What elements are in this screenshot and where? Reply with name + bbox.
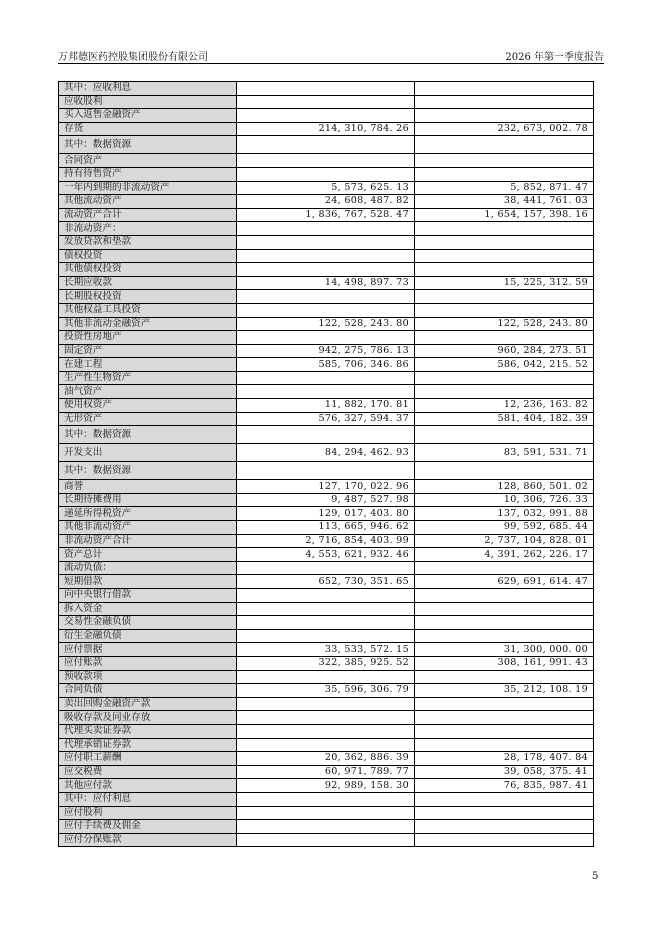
current-period-value: 9, 487, 527. 98 <box>237 493 415 507</box>
current-period-value: 942, 275, 786. 13 <box>237 344 415 358</box>
current-period-value: 84, 294, 462. 93 <box>237 444 415 462</box>
prior-period-value: 28, 178, 407. 84 <box>415 752 594 766</box>
table-row <box>59 426 594 444</box>
row-label: 商誉 <box>59 480 237 494</box>
row-label: 向中央银行借款 <box>59 589 237 603</box>
table-row <box>59 195 594 209</box>
table-row <box>59 765 594 779</box>
prior-period-value: 15, 225, 312. 59 <box>415 276 594 290</box>
current-period-value <box>237 629 415 643</box>
row-label: 代理买卖证券款 <box>59 724 237 738</box>
row-label: 应付股利 <box>59 806 237 820</box>
table-row <box>59 371 594 385</box>
row-label: 其他债权投资 <box>59 263 237 277</box>
row-label: 其中：应付利息 <box>59 792 237 806</box>
table-row <box>59 697 594 711</box>
prior-period-value <box>415 792 594 806</box>
table-row <box>59 399 594 413</box>
prior-period-value <box>415 385 594 399</box>
row-label: 其中：数据资源 <box>59 136 237 154</box>
row-label: 长期应收款 <box>59 276 237 290</box>
current-period-value: 60, 971, 789. 77 <box>237 765 415 779</box>
row-label: 递延所得税资产 <box>59 507 237 521</box>
current-period-value: 2, 716, 854, 403. 99 <box>237 534 415 548</box>
table-row <box>59 820 594 834</box>
prior-period-value: 122, 528, 243. 80 <box>415 317 594 331</box>
table-row <box>59 643 594 657</box>
row-label: 存货 <box>59 122 237 136</box>
prior-period-value <box>415 303 594 317</box>
table-row <box>59 548 594 562</box>
current-period-value <box>237 109 415 123</box>
prior-period-value: 83, 591, 531. 71 <box>415 444 594 462</box>
table-row <box>59 616 594 630</box>
prior-period-value: 960, 284, 273. 51 <box>415 344 594 358</box>
table-row <box>59 629 594 643</box>
prior-period-value <box>415 249 594 263</box>
prior-period-value <box>415 371 594 385</box>
table-row <box>59 208 594 222</box>
prior-period-value <box>415 589 594 603</box>
row-label: 其中：数据资源 <box>59 426 237 444</box>
prior-period-value: 308, 161, 991. 43 <box>415 656 594 670</box>
prior-period-value: 10, 306, 726. 33 <box>415 493 594 507</box>
report-title: 2026 年第一季度报告 <box>505 52 604 63</box>
prior-period-value <box>415 167 594 181</box>
prior-period-value <box>415 290 594 304</box>
prior-period-value <box>415 462 594 480</box>
row-label: 非流动资产合计 <box>59 534 237 548</box>
prior-period-value <box>415 806 594 820</box>
prior-period-value: 5, 852, 871. 47 <box>415 181 594 195</box>
prior-period-value: 38, 441, 761. 03 <box>415 195 594 209</box>
row-label: 代理承销证券款 <box>59 738 237 752</box>
row-label: 其中：应收利息 <box>59 82 237 96</box>
table-row <box>59 444 594 462</box>
current-period-value <box>237 371 415 385</box>
current-period-value <box>237 303 415 317</box>
table-row <box>59 656 594 670</box>
table-row <box>59 303 594 317</box>
prior-period-value <box>415 670 594 684</box>
row-label: 应付票据 <box>59 643 237 657</box>
row-label: 无形资产 <box>59 412 237 426</box>
table-row <box>59 317 594 331</box>
current-period-value <box>237 154 415 168</box>
prior-period-value <box>415 235 594 249</box>
table-row <box>59 480 594 494</box>
prior-period-value: 35, 212, 108. 19 <box>415 684 594 698</box>
current-period-value <box>237 462 415 480</box>
row-label: 应付分保账款 <box>59 833 237 847</box>
current-period-value: 585, 706, 346. 86 <box>237 358 415 372</box>
current-period-value: 24, 608, 487. 82 <box>237 195 415 209</box>
current-period-value <box>237 263 415 277</box>
prior-period-value <box>415 697 594 711</box>
prior-period-value: 1, 654, 157, 398. 16 <box>415 208 594 222</box>
current-period-value <box>237 697 415 711</box>
current-period-value: 652, 730, 351. 65 <box>237 575 415 589</box>
row-label: 一年内到期的非流动资产 <box>59 181 237 195</box>
table-row <box>59 602 594 616</box>
row-label: 使用权资产 <box>59 399 237 413</box>
row-label: 在建工程 <box>59 358 237 372</box>
prior-period-value <box>415 331 594 345</box>
current-period-value <box>237 290 415 304</box>
current-period-value <box>237 670 415 684</box>
prior-period-value <box>415 426 594 444</box>
row-label: 其他权益工具投资 <box>59 303 237 317</box>
row-label: 投资性房地产 <box>59 331 237 345</box>
row-label: 油气资产 <box>59 385 237 399</box>
table-row <box>59 670 594 684</box>
row-label: 合同负债 <box>59 684 237 698</box>
row-label: 长期待摊费用 <box>59 493 237 507</box>
table-row <box>59 521 594 535</box>
prior-period-value <box>415 109 594 123</box>
table-row <box>59 507 594 521</box>
table-row <box>59 136 594 154</box>
row-label: 应付职工薪酬 <box>59 752 237 766</box>
page-number: 5 <box>592 871 599 882</box>
current-period-value <box>237 711 415 725</box>
row-label: 生产性生物资产 <box>59 371 237 385</box>
current-period-value <box>237 806 415 820</box>
table-row <box>59 779 594 793</box>
prior-period-value: 232, 673, 002. 78 <box>415 122 594 136</box>
row-label: 资产总计 <box>59 548 237 562</box>
row-label: 预收款项 <box>59 670 237 684</box>
table-row <box>59 589 594 603</box>
current-period-value <box>237 222 415 236</box>
prior-period-value <box>415 602 594 616</box>
current-period-value: 92, 989, 158. 30 <box>237 779 415 793</box>
current-period-value <box>237 792 415 806</box>
current-period-value <box>237 589 415 603</box>
row-label: 发放贷款和垫款 <box>59 235 237 249</box>
prior-period-value: 137, 032, 991. 88 <box>415 507 594 521</box>
prior-period-value <box>415 154 594 168</box>
company-name: 万邦德医药控股集团股份有限公司 <box>58 52 208 63</box>
table-row <box>59 235 594 249</box>
prior-period-value: 99, 592, 685. 44 <box>415 521 594 535</box>
table-row <box>59 358 594 372</box>
row-label: 流动负债： <box>59 561 237 575</box>
row-label: 买入返售金融资产 <box>59 109 237 123</box>
current-period-value: 129, 017, 403. 80 <box>237 507 415 521</box>
current-period-value: 576, 327, 594. 37 <box>237 412 415 426</box>
header-divider <box>58 63 604 64</box>
table-row <box>59 684 594 698</box>
prior-period-value: 39, 058, 375. 41 <box>415 765 594 779</box>
current-period-value: 35, 596, 306. 79 <box>237 684 415 698</box>
prior-period-value <box>415 95 594 109</box>
row-label: 开发支出 <box>59 444 237 462</box>
current-period-value: 113, 665, 946. 62 <box>237 521 415 535</box>
current-period-value <box>237 95 415 109</box>
prior-period-value <box>415 136 594 154</box>
row-label: 债权投资 <box>59 249 237 263</box>
table-row <box>59 331 594 345</box>
table-row <box>59 792 594 806</box>
current-period-value <box>237 738 415 752</box>
prior-period-value: 2, 737, 104, 828. 01 <box>415 534 594 548</box>
prior-period-value: 581, 404, 182. 39 <box>415 412 594 426</box>
balance-sheet-table <box>58 81 594 847</box>
prior-period-value: 4, 391, 262, 226. 17 <box>415 548 594 562</box>
row-label: 拆入资金 <box>59 602 237 616</box>
row-label: 持有待售资产 <box>59 167 237 181</box>
current-period-value <box>237 235 415 249</box>
prior-period-value: 31, 300, 000. 00 <box>415 643 594 657</box>
prior-period-value: 12, 236, 163. 82 <box>415 399 594 413</box>
current-period-value: 33, 533, 572. 15 <box>237 643 415 657</box>
current-period-value: 11, 882, 170. 81 <box>237 399 415 413</box>
row-label: 吸收存款及同业存放 <box>59 711 237 725</box>
row-label: 交易性金融负债 <box>59 616 237 630</box>
prior-period-value <box>415 561 594 575</box>
current-period-value <box>237 833 415 847</box>
current-period-value <box>237 385 415 399</box>
prior-period-value <box>415 222 594 236</box>
prior-period-value <box>415 629 594 643</box>
row-label: 卖出回购金融资产款 <box>59 697 237 711</box>
row-label: 短期借款 <box>59 575 237 589</box>
table-row <box>59 833 594 847</box>
prior-period-value <box>415 833 594 847</box>
current-period-value <box>237 82 415 96</box>
table-row <box>59 493 594 507</box>
current-period-value <box>237 561 415 575</box>
row-label: 应付手续费及佣金 <box>59 820 237 834</box>
current-period-value: 14, 498, 897. 73 <box>237 276 415 290</box>
prior-period-value <box>415 616 594 630</box>
table-row <box>59 95 594 109</box>
balance-sheet-body <box>59 82 594 847</box>
table-row <box>59 154 594 168</box>
table-row <box>59 122 594 136</box>
current-period-value: 1, 836, 767, 528. 47 <box>237 208 415 222</box>
current-period-value: 5, 573, 625. 13 <box>237 181 415 195</box>
table-row <box>59 82 594 96</box>
table-row <box>59 109 594 123</box>
row-label: 固定资产 <box>59 344 237 358</box>
row-label: 其中：数据资源 <box>59 462 237 480</box>
row-label: 流动资产合计 <box>59 208 237 222</box>
table-row <box>59 561 594 575</box>
table-row <box>59 181 594 195</box>
row-label: 衍生金融负债 <box>59 629 237 643</box>
table-row <box>59 711 594 725</box>
current-period-value: 122, 528, 243. 80 <box>237 317 415 331</box>
table-row <box>59 534 594 548</box>
current-period-value: 214, 310, 784. 26 <box>237 122 415 136</box>
current-period-value: 322, 385, 925. 52 <box>237 656 415 670</box>
row-label: 其他非流动资产 <box>59 521 237 535</box>
table-row <box>59 290 594 304</box>
row-label: 长期股权投资 <box>59 290 237 304</box>
current-period-value <box>237 249 415 263</box>
table-row <box>59 412 594 426</box>
prior-period-value <box>415 82 594 96</box>
row-label: 非流动资产： <box>59 222 237 236</box>
current-period-value: 127, 170, 022. 96 <box>237 480 415 494</box>
row-label: 应收股利 <box>59 95 237 109</box>
prior-period-value <box>415 711 594 725</box>
current-period-value: 20, 362, 886. 39 <box>237 752 415 766</box>
table-row <box>59 752 594 766</box>
current-period-value <box>237 616 415 630</box>
row-label: 其他应付款 <box>59 779 237 793</box>
table-row <box>59 724 594 738</box>
prior-period-value: 128, 860, 501. 02 <box>415 480 594 494</box>
row-label: 其他非流动金融资产 <box>59 317 237 331</box>
row-label: 应交税费 <box>59 765 237 779</box>
prior-period-value <box>415 724 594 738</box>
prior-period-value <box>415 738 594 752</box>
current-period-value <box>237 820 415 834</box>
current-period-value <box>237 136 415 154</box>
table-row <box>59 738 594 752</box>
prior-period-value: 586, 042, 215. 52 <box>415 358 594 372</box>
current-period-value <box>237 724 415 738</box>
table-row <box>59 249 594 263</box>
current-period-value <box>237 167 415 181</box>
current-period-value <box>237 331 415 345</box>
table-row <box>59 276 594 290</box>
prior-period-value: 629, 691, 614. 47 <box>415 575 594 589</box>
row-label: 其他流动资产 <box>59 195 237 209</box>
table-row <box>59 167 594 181</box>
prior-period-value <box>415 263 594 277</box>
table-row <box>59 385 594 399</box>
table-row <box>59 462 594 480</box>
table-row <box>59 263 594 277</box>
current-period-value <box>237 426 415 444</box>
current-period-value: 4, 553, 621, 932. 46 <box>237 548 415 562</box>
table-row <box>59 344 594 358</box>
table-row <box>59 222 594 236</box>
row-label: 合同资产 <box>59 154 237 168</box>
prior-period-value <box>415 820 594 834</box>
table-row <box>59 575 594 589</box>
table-row <box>59 806 594 820</box>
current-period-value <box>237 602 415 616</box>
row-label: 应付账款 <box>59 656 237 670</box>
prior-period-value: 76, 835, 987. 41 <box>415 779 594 793</box>
